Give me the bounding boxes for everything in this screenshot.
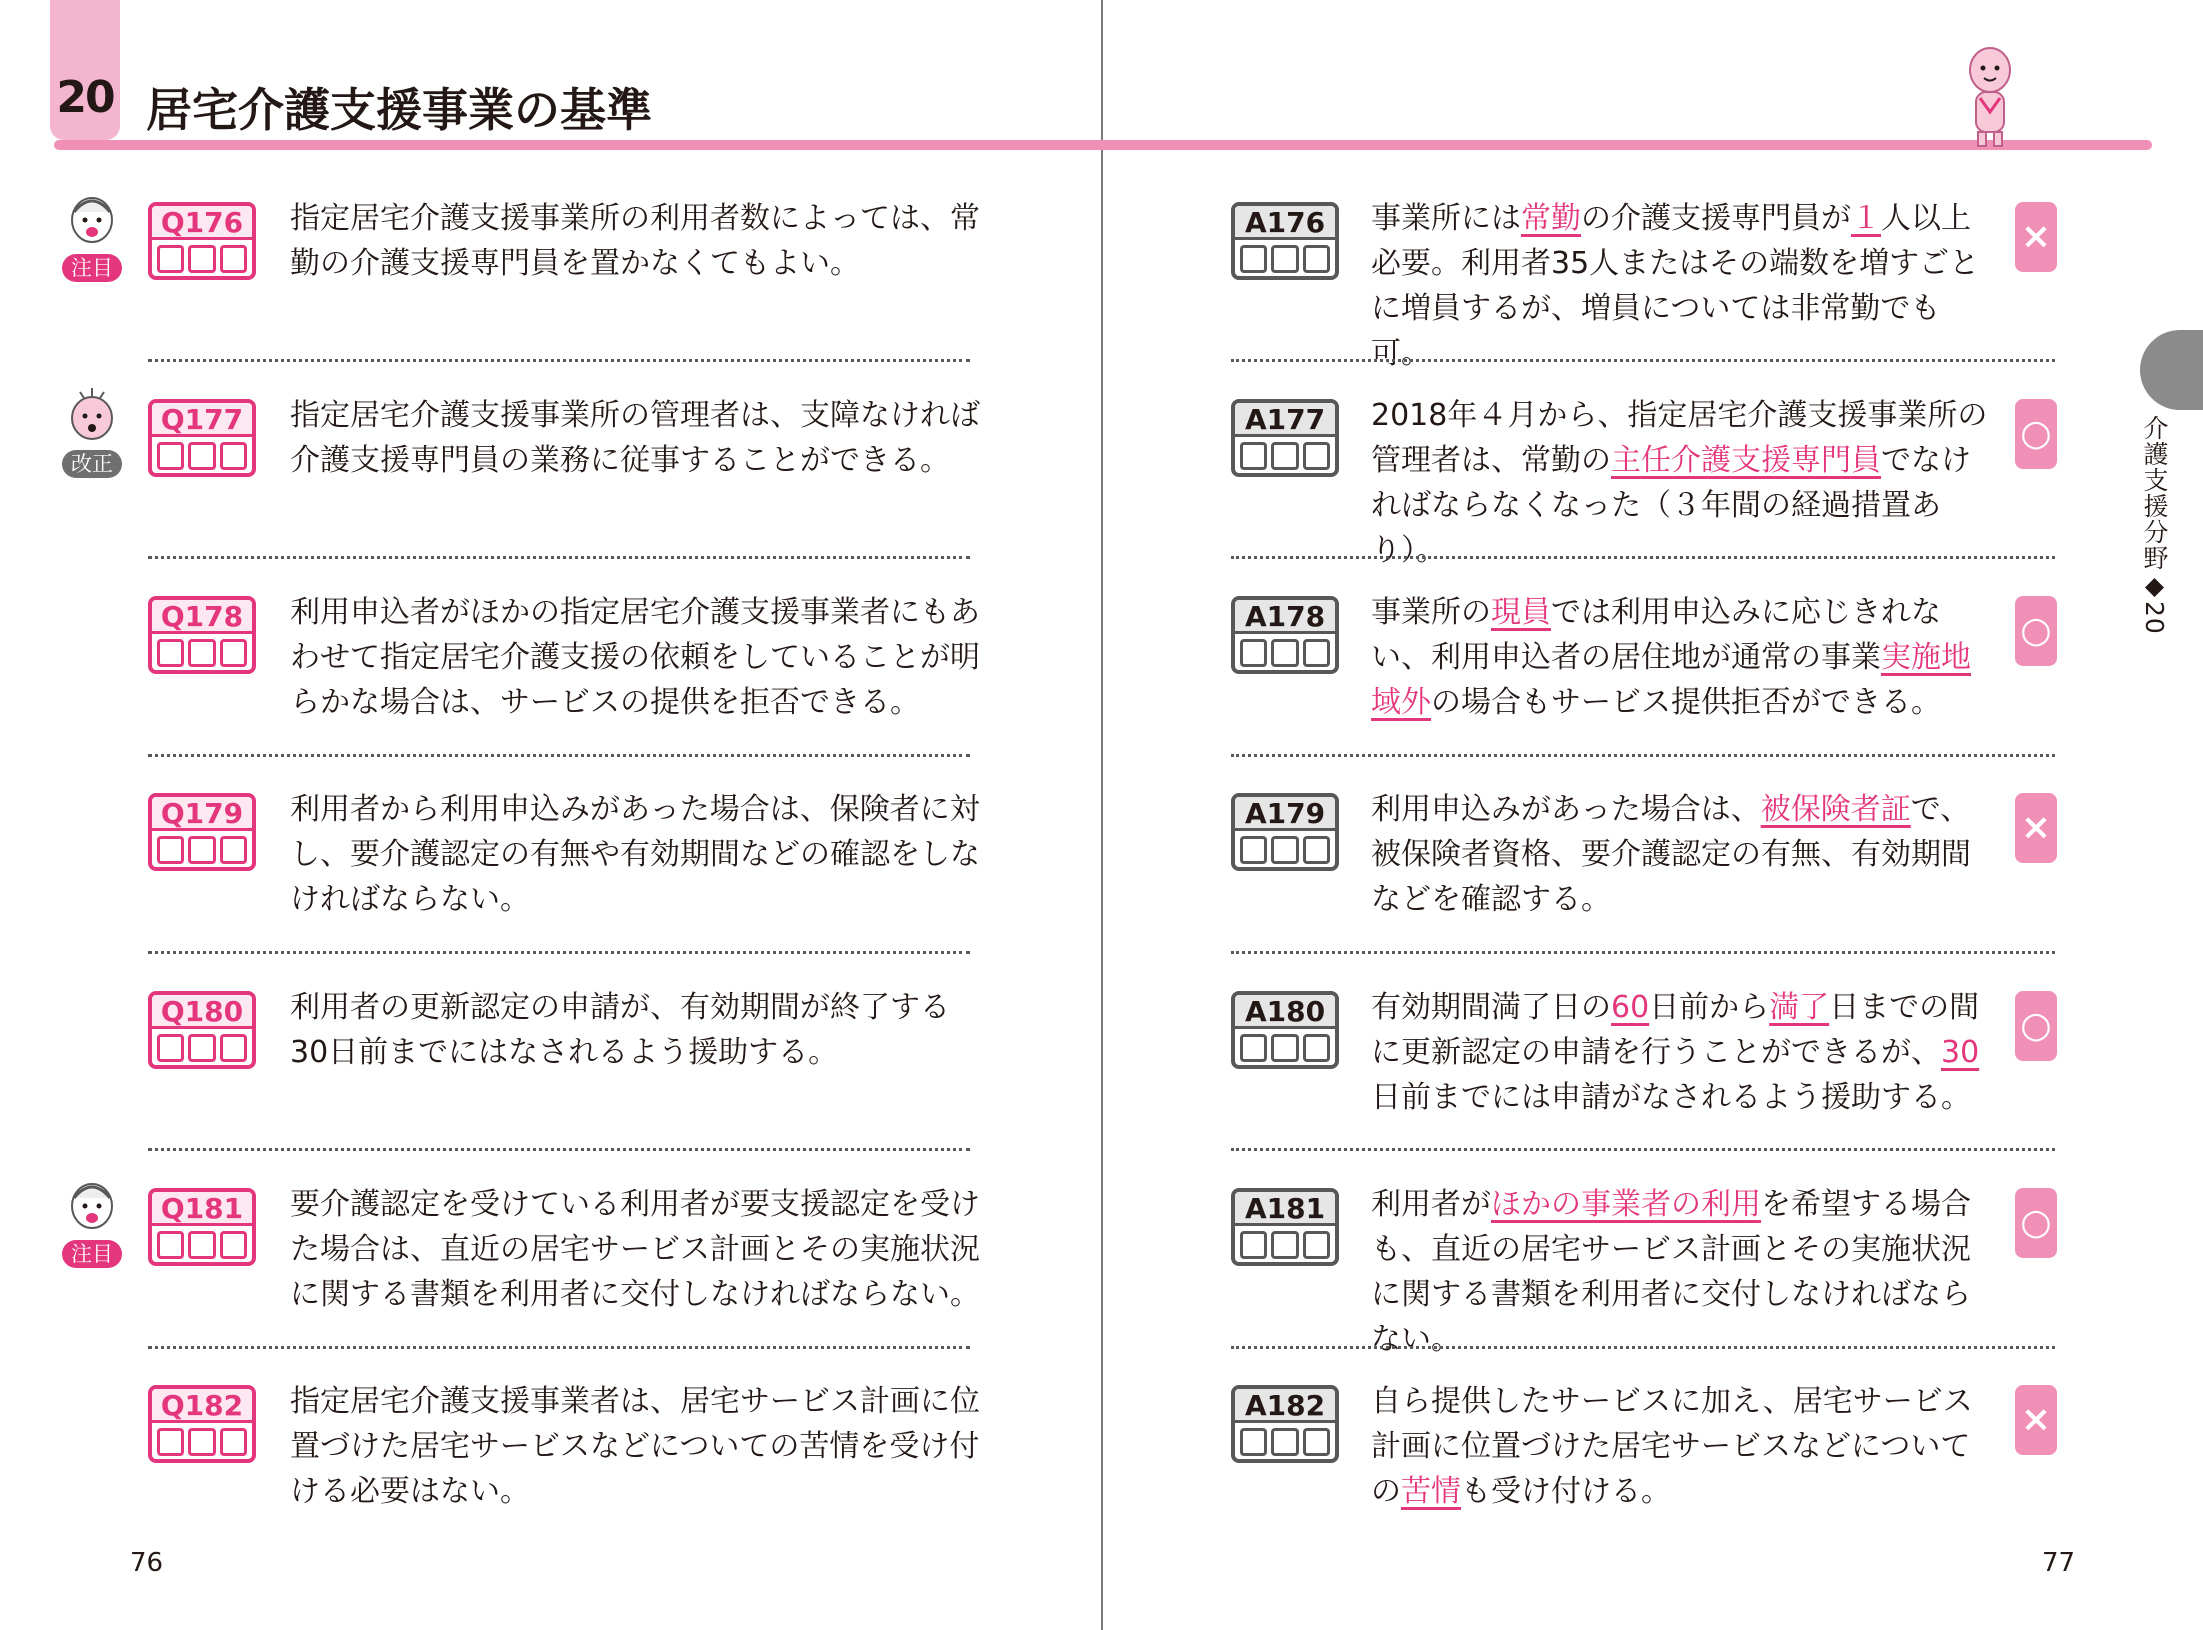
answer-text: 自ら提供したサービスに加え、居宅サービス計画に位置づけた居宅サービスなどについての苦情も受け付ける。 (1371, 1384, 1973, 1509)
answer-number: A182 (1235, 1389, 1335, 1423)
question-row (50, 991, 980, 1141)
question-text: 指定居宅介護支援事業所の利用者数によっては、常勤の介護支援専門員を置かなくてもよい。 (290, 201, 980, 281)
question-number: Q182 (152, 1389, 252, 1423)
question-row (50, 202, 980, 352)
keyword-highlight: 実施地域外 (1371, 640, 1971, 720)
answer-number: A177 (1235, 403, 1335, 437)
keyword-highlight: 被保険者証 (1760, 792, 1911, 827)
question-badge (148, 596, 256, 674)
answer-text: 2018年４月から、指定居宅介護支援事業所の管理者は、常勤の主任介護支援専門員でなければならなくなった（３年間の経過措置あり）。 (1371, 398, 1988, 568)
question-badge (148, 202, 256, 280)
correct-mark: ○ (2015, 399, 2057, 469)
keyword-highlight: 苦情 (1401, 1474, 1461, 1509)
answer-badge (1231, 596, 1339, 674)
answer-number: A181 (1235, 1192, 1335, 1226)
answer-badge (1231, 1188, 1339, 1266)
separator (148, 1148, 970, 1151)
keyword-highlight: 常勤 (1521, 201, 1581, 236)
answer-row (1225, 201, 2055, 371)
check-boxes (152, 1029, 252, 1067)
page-spine (1101, 0, 1103, 1630)
question-badge (148, 793, 256, 871)
question-text: 利用申込者がほかの指定居宅介護支援事業者にもあわせて指定居宅介護支援の依頼をしていることが明らかな場合は、サービスの提供を拒否できる。 (290, 595, 980, 720)
question-text: 指定居宅介護支援事業者は、居宅サービス計画に位置づけた居宅サービスなどについての苦情を受け付ける必要はない。 (290, 1384, 980, 1509)
answer-badge (1231, 399, 1339, 477)
check-boxes (152, 1226, 252, 1264)
incorrect-mark: × (2015, 1385, 2057, 1455)
check-boxes (1235, 240, 1335, 278)
attention-tag: 注目 (62, 1240, 122, 1268)
correct-mark: ○ (2015, 1188, 2057, 1258)
answer-row (1225, 793, 2055, 943)
incorrect-mark: × (2015, 202, 2057, 272)
answer-badge (1231, 991, 1339, 1069)
keyword-highlight: 現員 (1491, 595, 1551, 630)
keyword-highlight: 主任介護支援専門員 (1611, 443, 1881, 478)
question-number: Q181 (152, 1192, 252, 1226)
question-number: Q179 (152, 797, 252, 831)
incorrect-mark: × (2015, 793, 2057, 863)
question-text: 要介護認定を受けている利用者が要支援認定を受けた場合は、直近の居宅サービス計画とその実施状況に関する書類を利用者に交付しなければならない。 (290, 1187, 980, 1312)
question-row (50, 399, 980, 549)
check-boxes (152, 240, 252, 278)
side-index-tab (2140, 330, 2203, 410)
answer-row (1225, 398, 2055, 568)
question-badge (148, 399, 256, 477)
keyword-highlight: 60 (1611, 990, 1650, 1025)
check-boxes (1235, 1423, 1335, 1461)
separator (148, 754, 970, 757)
check-boxes (1235, 1029, 1335, 1067)
keyword-highlight: １ (1851, 201, 1881, 236)
question-number: Q177 (152, 403, 252, 437)
answer-badge (1231, 793, 1339, 871)
check-boxes (152, 437, 252, 475)
separator (1231, 951, 2055, 954)
check-boxes (152, 1423, 252, 1461)
check-boxes (152, 831, 252, 869)
answer-text: 利用者がほかの事業者の利用を希望する場合も、直近の居宅サービス計画とその実施状況に関する書類を利用者に交付しなければならない。 (1371, 1187, 1971, 1357)
chapter-number: 20 (56, 72, 114, 123)
answer-text: 事業所の現員では利用申込みに応じきれない、利用申込者の居住地が通常の事業実施地域外の場合もサービス提供拒否ができる。 (1371, 595, 1971, 720)
question-badge (148, 1188, 256, 1266)
header-rule (54, 140, 2152, 150)
question-row (50, 1385, 980, 1535)
keyword-highlight: ほかの事業者の利用 (1491, 1187, 1761, 1222)
separator (148, 556, 970, 559)
page-number-left: 76 (130, 1548, 164, 1578)
answer-row (1225, 1187, 2055, 1357)
question-badge (148, 991, 256, 1069)
separator (148, 951, 970, 954)
answer-text: 有効期間満了日の60日前から満了日までの間に更新認定の申請を行うことができるが、30日前までには申請がなされるよう援助する。 (1371, 990, 1980, 1115)
separator (148, 359, 970, 362)
revised-tag: 改正 (62, 450, 122, 478)
separator (1231, 754, 2055, 757)
answer-number: A179 (1235, 797, 1335, 831)
question-text: 指定居宅介護支援事業所の管理者は、支障なければ介護支援専門員の業務に従事することができる。 (290, 398, 980, 478)
question-badge (148, 1385, 256, 1463)
answer-badge (1231, 1385, 1339, 1463)
question-row (50, 793, 980, 943)
question-row (50, 596, 980, 746)
answer-text: 利用申込みがあった場合は、被保険者証で、被保険者資格、要介護認定の有無、有効期間などを確認する。 (1371, 792, 1971, 917)
check-boxes (152, 634, 252, 672)
separator (1231, 359, 2055, 362)
check-boxes (1235, 437, 1335, 475)
answer-row (1225, 991, 2055, 1141)
answer-row (1225, 596, 2055, 746)
question-text: 利用者から利用申込みがあった場合は、保険者に対し、要介護認定の有無や有効期間などの確認をしなければならない。 (290, 792, 980, 917)
keyword-highlight: 満了 (1769, 990, 1830, 1025)
check-boxes (1235, 1226, 1335, 1264)
separator (1231, 1148, 2055, 1151)
answer-row (1225, 1385, 2055, 1535)
question-number: Q176 (152, 206, 252, 240)
separator (1231, 1346, 2055, 1349)
question-row (50, 1188, 980, 1338)
separator (1231, 556, 2055, 559)
keyword-highlight: 30 (1941, 1035, 1980, 1070)
question-text: 利用者の更新認定の申請が、有効期間が終了する30日前までにはなされるよう援助する。 (290, 990, 950, 1070)
page-title: 居宅介護支援事業の基準 (146, 83, 652, 137)
correct-mark: ○ (2015, 596, 2057, 666)
question-number: Q178 (152, 600, 252, 634)
attention-tag: 注目 (62, 254, 122, 282)
separator (148, 1346, 970, 1349)
question-number: Q180 (152, 995, 252, 1029)
answer-badge (1231, 202, 1339, 280)
answer-number: A178 (1235, 600, 1335, 634)
answer-text: 事業所には常勤の介護支援専門員が１人以上必要。利用者35人またはその端数を増すごとに増員するが、増員については非常勤でも可。 (1371, 201, 1980, 371)
check-boxes (1235, 831, 1335, 869)
side-section-label: 介護支援分野◆20 (2140, 415, 2169, 635)
answer-number: A180 (1235, 995, 1335, 1029)
correct-mark: ○ (2015, 991, 2057, 1061)
check-boxes (1235, 634, 1335, 672)
mascot-icon (1950, 40, 2030, 152)
page-number-right: 77 (2042, 1548, 2076, 1578)
answer-number: A176 (1235, 206, 1335, 240)
